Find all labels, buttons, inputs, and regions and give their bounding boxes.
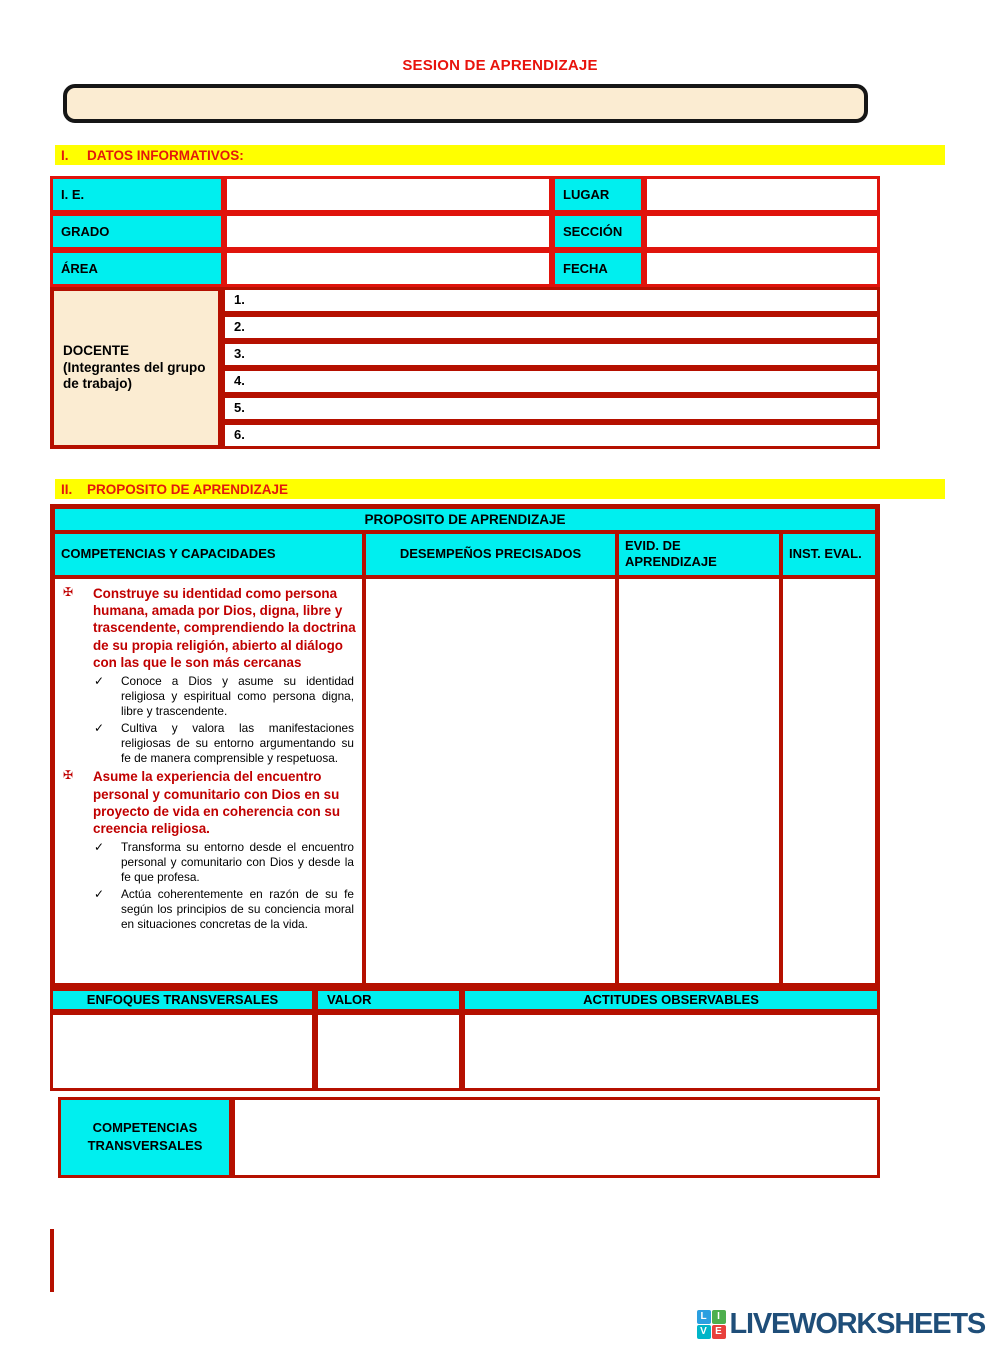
proposito-header-row	[53, 532, 877, 577]
fecha-label: FECHA	[552, 250, 644, 287]
col-header-instrumentos: INST. EVAL.	[781, 532, 877, 577]
capacidad-text: Transforma su entorno desde el encuentro personal y comunitario con Dios y desde la fe que profesa.	[121, 839, 354, 885]
col-header-desempenos: DESEMPEÑOS PRECISADOS	[364, 532, 617, 577]
docente-row-2[interactable]: 2.	[222, 314, 880, 341]
competencias-transversales-row	[58, 1097, 880, 1178]
docente-subtitle: (Integrantes del grupo de trabajo)	[63, 359, 206, 392]
valor-value-cell[interactable]	[315, 1012, 462, 1091]
area-value-cell[interactable]	[224, 250, 552, 287]
capacidad-item	[59, 840, 359, 885]
capacidad-text: Conoce a Dios y asume su identidad religiosa y espiritual como persona digna, libre y trascendente.	[121, 673, 354, 718]
competencia-heading	[59, 768, 359, 838]
instrumentos-cell[interactable]	[781, 577, 877, 985]
enfoques-header-row	[50, 988, 880, 1012]
check-bullet-icon: ✓	[94, 887, 105, 902]
cross-bullet-icon: ✠	[63, 584, 74, 599]
competencia-heading-text: Construye su identidad como persona humana, amada por Dios, digna, libre y trascendente, comprendiendo la doctrina de su propia religión, abierto al diálogo con las que le son más cercanas	[93, 585, 356, 671]
docente-row-4[interactable]: 4.	[222, 368, 880, 395]
section-numeral: II.	[61, 481, 73, 497]
ie-value-cell[interactable]	[224, 176, 552, 213]
proposito-table-title: PROPOSITO DE APRENDIZAJE	[53, 507, 877, 532]
competencias-transversales-value-cell[interactable]	[232, 1097, 880, 1178]
capacidad-item	[59, 721, 359, 766]
section-label: PROPOSITO DE APRENDIZAJE	[87, 481, 289, 497]
docente-table	[50, 287, 880, 449]
seccion-label: SECCIÓN	[552, 213, 644, 250]
docente-row-1[interactable]: 1.	[222, 287, 880, 314]
liveworksheets-wordmark: LIVEWORKSHEETS	[729, 1308, 985, 1340]
section-label: DATOS INFORMATIVOS:	[87, 147, 244, 163]
proposito-table	[50, 504, 880, 988]
session-name-input[interactable]	[63, 84, 868, 123]
docente-row-6[interactable]: 6.	[222, 422, 880, 449]
table-row	[50, 250, 880, 287]
capacidad-item	[59, 674, 359, 719]
ie-label: I. E.	[50, 176, 224, 213]
logo-square-e: E	[712, 1325, 726, 1339]
grado-value-cell[interactable]	[224, 213, 552, 250]
enfoques-body-row	[50, 1012, 880, 1091]
logo-square-l: L	[697, 1310, 711, 1324]
docente-title: DOCENTE	[63, 342, 130, 358]
table-left-border-fragment	[50, 1229, 54, 1292]
actitudes-header: ACTITUDES OBSERVABLES	[462, 988, 880, 1012]
col-header-competencias: COMPETENCIAS Y CAPACIDADES	[53, 532, 364, 577]
fecha-value-cell[interactable]	[644, 250, 880, 287]
evidencias-cell[interactable]	[617, 577, 781, 985]
section-heading-datos-informativos	[55, 145, 945, 165]
cross-bullet-icon: ✠	[63, 768, 74, 783]
table-row	[50, 213, 880, 250]
check-bullet-icon: ✓	[94, 673, 105, 688]
table-row	[50, 176, 880, 213]
proposito-body-row	[53, 577, 877, 985]
actitudes-value-cell[interactable]	[462, 1012, 880, 1091]
datos-informativos-table	[50, 176, 880, 287]
capacidad-item	[59, 887, 359, 932]
enfoques-table	[50, 988, 880, 1091]
logo-square-i: I	[712, 1310, 726, 1324]
check-bullet-icon: ✓	[94, 839, 105, 854]
area-label: ÁREA	[50, 250, 224, 287]
section-numeral: I.	[61, 147, 69, 163]
section-heading-proposito	[55, 479, 945, 499]
capacidad-text: Cultiva y valora las manifestaciones religiosas de su entorno argumentando su fe de manera comprensible y respetuosa.	[121, 720, 354, 766]
desempenos-cell[interactable]	[364, 577, 617, 985]
logo-square-v: V	[697, 1325, 711, 1339]
lugar-value-cell[interactable]	[644, 176, 880, 213]
seccion-value-cell[interactable]	[644, 213, 880, 250]
docente-row-3[interactable]: 3.	[222, 341, 880, 368]
docente-label	[50, 287, 222, 449]
lugar-label: LUGAR	[552, 176, 644, 213]
docente-row-5[interactable]: 5.	[222, 395, 880, 422]
grado-label: GRADO	[50, 213, 224, 250]
enfoques-header: ENFOQUES TRANSVERSALES	[50, 988, 315, 1012]
enfoques-value-cell[interactable]	[50, 1012, 315, 1091]
liveworksheets-grid-icon	[697, 1310, 726, 1339]
page-title: SESION DE APRENDIZAJE	[402, 57, 598, 74]
competencia-heading	[59, 585, 359, 672]
check-bullet-icon: ✓	[94, 720, 105, 735]
col-header-evidencias: EVID. DE APRENDIZAJE	[617, 532, 781, 577]
competencias-content	[55, 579, 362, 939]
capacidad-text: Actúa coherentemente en razón de su fe según los principios de su conciencia moral en situaciones concretas de la vida.	[121, 887, 354, 932]
competencias-cell	[53, 577, 364, 985]
valor-header: VALOR	[315, 988, 462, 1012]
competencias-transversales-label: COMPETENCIAS TRANSVERSALES	[58, 1097, 232, 1178]
competencia-heading-text: Asume la experiencia del encuentro personal y comunitario con Dios en su proyecto de vida en coherencia con su creencia religiosa.	[93, 769, 341, 837]
liveworksheets-logo[interactable]	[697, 1308, 986, 1341]
